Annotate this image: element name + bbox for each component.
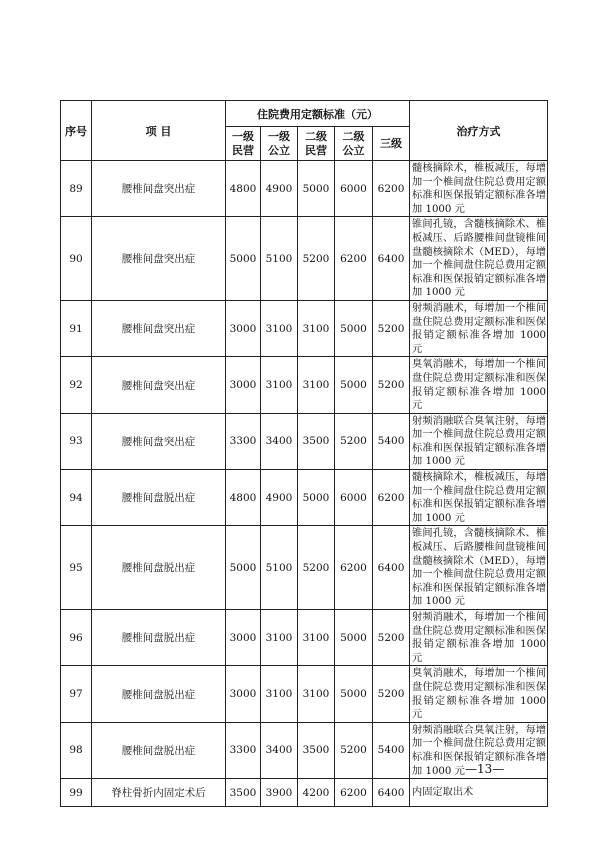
row-number: 97	[61, 666, 92, 722]
row-price: 3100	[261, 610, 298, 666]
header-item: 项 目	[92, 101, 226, 161]
row-item: 腰椎间盘脱出症	[92, 722, 226, 778]
table-row	[61, 357, 548, 413]
row-price: 3400	[261, 413, 298, 469]
row-number: 99	[61, 779, 92, 807]
row-price: 6200	[335, 526, 373, 610]
row-number: 90	[61, 217, 92, 301]
row-price: 5200	[373, 300, 410, 356]
row-price: 4800	[226, 161, 261, 217]
row-price: 5400	[373, 413, 410, 469]
row-treatment: 射频消融术，每增加一个椎间盘住院总费用定额标准和医保报销定额标准各增加 1000 元	[410, 300, 548, 356]
row-price: 3500	[298, 413, 335, 469]
row-price: 3100	[261, 300, 298, 356]
row-item: 腰椎间盘脱出症	[92, 666, 226, 722]
row-price: 3100	[298, 300, 335, 356]
row-number: 96	[61, 610, 92, 666]
header-level-cell	[373, 127, 410, 161]
row-price: 6200	[335, 779, 373, 807]
row-item: 腰椎间盘脱出症	[92, 526, 226, 610]
row-price: 5100	[261, 217, 298, 301]
header-cost-group: 住院费用定额标准（元）	[226, 101, 410, 127]
row-price: 5200	[373, 610, 410, 666]
row-price: 5000	[226, 217, 261, 301]
row-number: 92	[61, 357, 92, 413]
row-treatment: 射频消融术，每增加一个椎间盘住院总费用定额标准和医保报销定额标准各增加 1000 元	[410, 610, 548, 666]
row-price: 6200	[335, 217, 373, 301]
row-price: 5000	[335, 357, 373, 413]
row-price: 3000	[226, 666, 261, 722]
header-level-cell	[335, 127, 373, 161]
row-price: 5000	[335, 610, 373, 666]
row-number: 89	[61, 161, 92, 217]
row-price: 6400	[373, 526, 410, 610]
row-item: 脊柱骨折内固定术后	[92, 779, 226, 807]
table-row	[61, 779, 548, 807]
table-row	[61, 666, 548, 722]
row-price: 3300	[226, 413, 261, 469]
row-treatment: 臭氧消融术，每增加一个椎间盘住院总费用定额标准和医保报销定额标准各增加 1000 元	[410, 666, 548, 722]
row-price: 3100	[261, 357, 298, 413]
row-treatment: 髓核摘除术，椎板减压，每增加一个椎间盘住院总费用定额标准和医保报销定额标准各增加 1000 元	[410, 470, 548, 526]
row-price: 3300	[226, 722, 261, 778]
row-price: 3100	[261, 666, 298, 722]
row-price: 5200	[298, 526, 335, 610]
header-level: 三级	[380, 136, 403, 150]
row-price: 4900	[261, 161, 298, 217]
row-price: 5200	[335, 413, 373, 469]
row-price: 5000	[298, 161, 335, 217]
page-number: —13—	[465, 762, 505, 776]
row-treatment: 射频消融联合臭氧注射，每增加一个椎间盘住院总费用定额标准和医保报销定额标准各增加 1000 元	[410, 722, 548, 778]
row-price: 3000	[226, 300, 261, 356]
row-price: 6200	[373, 161, 410, 217]
header-level-cell	[298, 127, 335, 161]
row-item: 腰椎间盘突出症	[92, 161, 226, 217]
row-number: 91	[61, 300, 92, 356]
row-treatment: 射频消融联合臭氧注射，每增加一个椎间盘住院总费用定额标准和医保报销定额标准各增加 1000 元	[410, 413, 548, 469]
row-price: 5000	[298, 470, 335, 526]
row-price: 4900	[261, 470, 298, 526]
row-item: 腰椎间盘突出症	[92, 413, 226, 469]
row-price: 5000	[226, 526, 261, 610]
table-row	[61, 161, 548, 217]
row-price: 3900	[261, 779, 298, 807]
row-price: 3500	[226, 779, 261, 807]
row-price: 5200	[298, 217, 335, 301]
row-price: 3400	[261, 722, 298, 778]
row-number: 98	[61, 722, 92, 778]
header-seq: 序号	[61, 101, 92, 161]
row-price: 6000	[335, 161, 373, 217]
table-row	[61, 470, 548, 526]
header-level: 一级民营	[232, 129, 254, 157]
row-price: 5200	[373, 357, 410, 413]
header-treatment: 治疗方式	[410, 101, 548, 161]
row-price: 5200	[373, 666, 410, 722]
table-row	[61, 413, 548, 469]
row-treatment: 髓核摘除术，椎板减压，每增加一个椎间盘住院总费用定额标准和医保报销定额标准各增加 1000 元	[410, 161, 548, 217]
row-treatment: 内固定取出术	[410, 779, 548, 807]
row-number: 94	[61, 470, 92, 526]
row-price: 5400	[373, 722, 410, 778]
row-number: 93	[61, 413, 92, 469]
row-price: 4200	[298, 779, 335, 807]
row-treatment: 锥间孔镜，含髓核摘除术、椎板减压、后路腰椎间盘镜椎间盘髓核摘除术（MED），每增加一个椎间盘住院总费用定额标准和医保报销定额标准各增加 1000 元	[410, 526, 548, 610]
row-number: 95	[61, 526, 92, 610]
table-row	[61, 300, 548, 356]
row-price: 4800	[226, 470, 261, 526]
cost-standard-table	[60, 100, 548, 807]
row-price: 3000	[226, 610, 261, 666]
row-price: 3100	[298, 610, 335, 666]
row-price: 5100	[261, 526, 298, 610]
row-treatment: 臭氧消融术，每增加一个椎间盘住院总费用定额标准和医保报销定额标准各增加 1000 元	[410, 357, 548, 413]
row-price: 3500	[298, 722, 335, 778]
header-level: 二级民营	[305, 129, 327, 157]
row-price: 5200	[335, 722, 373, 778]
table-row	[61, 526, 548, 610]
row-item: 腰椎间盘突出症	[92, 217, 226, 301]
row-item: 腰椎间盘突出症	[92, 300, 226, 356]
row-item: 腰椎间盘突出症	[92, 357, 226, 413]
row-price: 6400	[373, 217, 410, 301]
row-price: 6200	[373, 470, 410, 526]
row-price: 5000	[335, 300, 373, 356]
row-price: 3000	[226, 357, 261, 413]
row-item: 腰椎间盘脱出症	[92, 610, 226, 666]
header-level: 二级公立	[342, 129, 365, 157]
row-price: 3100	[298, 357, 335, 413]
header-level-cell	[226, 127, 261, 161]
header-level: 一级公立	[268, 129, 290, 157]
table-row	[61, 217, 548, 301]
header-level-cell	[261, 127, 298, 161]
row-price: 6400	[373, 779, 410, 807]
row-price: 3100	[298, 666, 335, 722]
table-row	[61, 610, 548, 666]
row-price: 5000	[335, 666, 373, 722]
row-item: 腰椎间盘脱出症	[92, 470, 226, 526]
row-price: 6000	[335, 470, 373, 526]
row-treatment: 锥间孔镜，含髓核摘除术、椎板减压、后路腰椎间盘镜椎间盘髓核摘除术（MED），每增加一个椎间盘住院总费用定额标准和医保报销定额标准各增加 1000 元	[410, 217, 548, 301]
